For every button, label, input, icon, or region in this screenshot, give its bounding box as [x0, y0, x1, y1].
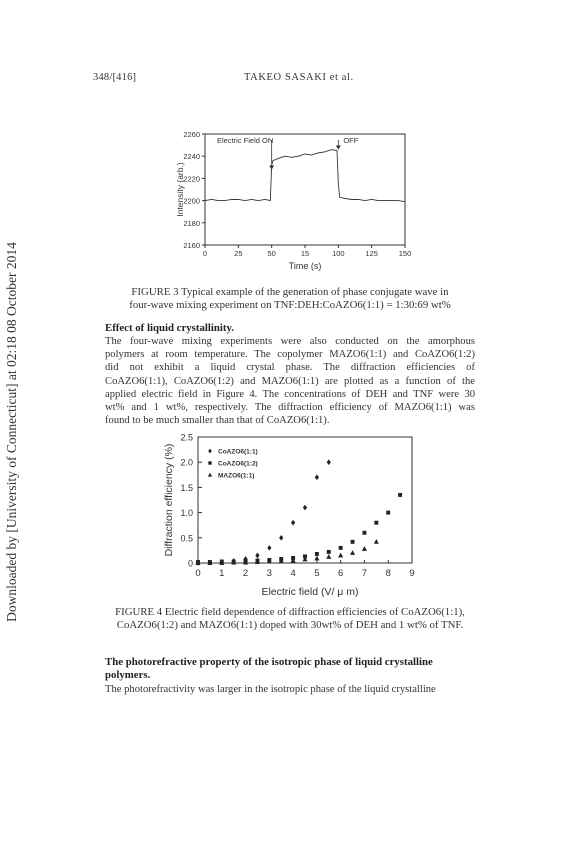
data-point [267, 545, 271, 551]
figure-4-caption [95, 606, 485, 632]
y-tick-label: 2240 [183, 152, 200, 162]
field-off-arrowhead [336, 146, 341, 150]
legend-label: CoAZO6(1:2) [218, 460, 258, 468]
y-tick-label: 1.0 [180, 508, 193, 519]
data-point [398, 493, 402, 497]
section-heading-isotropic-phase [105, 656, 433, 682]
legend-label: CoAZO6(1:1) [218, 448, 258, 456]
paragraph-line: found to be much smaller than that of CoAZO6(1:1). [105, 415, 330, 427]
x-tick-label: 7 [361, 568, 368, 579]
data-point [350, 550, 355, 555]
data-point [314, 556, 319, 561]
section-heading-liquid-crystallinity: Effect of liquid crystallinity. [105, 322, 234, 334]
x-tick-label: 0 [195, 568, 201, 579]
section-2-heading-line-2: polymers. [105, 669, 151, 681]
download-watermark-text: Downloaded by [University of Connecticut] at 02:18 08 October 2014 [4, 241, 19, 622]
data-point [303, 505, 307, 511]
x-tick-label: 3 [266, 568, 272, 579]
data-point [315, 552, 319, 556]
data-point [255, 553, 259, 559]
x-tick-label: 8 [385, 568, 391, 579]
legend-label: MAZO6(1:1) [218, 472, 255, 480]
data-point [362, 531, 366, 535]
x-tick-label: 9 [409, 568, 415, 579]
data-point [351, 540, 355, 544]
section-2-heading-line-1: The photorefractive property of the isotropic phase of liquid crystalline [105, 656, 433, 668]
data-point [326, 554, 331, 559]
y-tick-label: 2220 [183, 174, 200, 184]
figure-4-caption-line-2: CoAZO6(1:2) and MAZO6(1:1) doped with 30wt% of DEH and 1 wt% of TNF. [116, 619, 464, 631]
y-tick-label: 0 [187, 558, 193, 569]
paragraph-line: polymers at room temperature. The copolymer MAZO6(1:1) and CoAZO6(1:2) [105, 349, 475, 361]
x-tick-label: 2 [242, 568, 249, 579]
data-point [291, 520, 295, 526]
y-axis-label: Intensity (arb.) [175, 162, 185, 217]
data-point [374, 521, 378, 525]
paragraph-line: The four-wave mixing experiments were also conducted on the amorphous [105, 336, 475, 347]
figure-3-caption-line-1: FIGURE 3 Typical example of the generation of phase conjugate wave in [131, 286, 449, 298]
section-2-paragraph-line-1: The photorefractivity was larger in the isotropic phase of the liquid crystalline [105, 684, 436, 695]
legend-marker [208, 461, 211, 464]
x-axis-label: Time (s) [288, 261, 322, 271]
data-point [362, 546, 367, 551]
paragraph-line: applied electric field in Figure 4. The concentrations of DEH and TNF were 30 [105, 388, 475, 400]
x-tick-label: 0 [202, 249, 208, 258]
field-on-annotation: Electric Field ON [217, 136, 274, 145]
paragraph-line: CoAZO6(1:1), CoAZO6(1:2) and MAZO6(1:1) are plotted as a function of the [105, 375, 475, 387]
figure-3-caption [95, 286, 485, 312]
download-watermark [0, 0, 24, 863]
x-tick-label: 4 [290, 568, 296, 579]
figure-4-caption-line-1: FIGURE 4 Electric field dependence of diffraction efficiencies of CoAZO6(1:1), [115, 606, 465, 618]
plot-frame [205, 134, 405, 245]
x-tick-label: 25 [234, 249, 243, 258]
page-reference: 348/[416] [93, 72, 137, 83]
data-point [339, 546, 343, 550]
x-tick-label: 5 [314, 568, 320, 579]
figure-4-chart [150, 425, 435, 607]
y-tick-label: 2.5 [180, 432, 193, 443]
x-tick-label: 50 [267, 249, 276, 258]
y-tick-label: 2160 [183, 241, 200, 250]
legend-marker [208, 473, 212, 477]
x-tick-label: 15 [300, 249, 310, 258]
x-tick-label: 100 [332, 249, 345, 258]
figure-3-chart [175, 125, 435, 285]
legend-marker [208, 449, 212, 454]
plot-frame [198, 437, 412, 563]
y-tick-label: 2260 [183, 130, 200, 139]
x-tick-label: 150 [398, 249, 412, 258]
data-point [327, 550, 331, 554]
x-tick-label: 6 [338, 568, 344, 579]
data-point [374, 539, 379, 544]
field-on-arrowhead [269, 166, 274, 170]
data-point [386, 511, 390, 515]
y-tick-label: 2.0 [180, 457, 193, 468]
paragraph-line: wt% and 1 wt%, respectively. The diffraction efficiency of MAZO6(1:1) was [105, 402, 475, 414]
data-point [338, 553, 343, 558]
x-axis-label: Electric field (V/ μ m) [261, 586, 359, 598]
paragraph-line: did not exhibit a liquid crystal phase. The diffraction efficiencies of [105, 362, 475, 374]
y-tick-label: 2180 [183, 218, 200, 228]
y-axis-label: Diffraction efficiency (%) [163, 443, 175, 557]
running-header-authors: TAKEO SASAKI et al. [244, 72, 354, 83]
section-1-paragraph [105, 335, 475, 427]
y-tick-label: 1.5 [180, 482, 193, 493]
figure-3-caption-line-2: four-wave mixing experiment on TNF:DEH:CoAZO6(1:1) = 1:30:69 wt% [129, 299, 451, 311]
y-tick-label: 0.5 [180, 533, 193, 544]
y-tick-label: 2200 [183, 196, 200, 206]
data-point [315, 475, 319, 481]
data-point [327, 459, 331, 465]
data-point [279, 535, 283, 541]
field-off-annotation: OFF [343, 136, 359, 145]
x-tick-label: 1 [219, 568, 225, 579]
intensity-series-line [205, 150, 405, 202]
x-tick-label: 125 [365, 249, 378, 258]
